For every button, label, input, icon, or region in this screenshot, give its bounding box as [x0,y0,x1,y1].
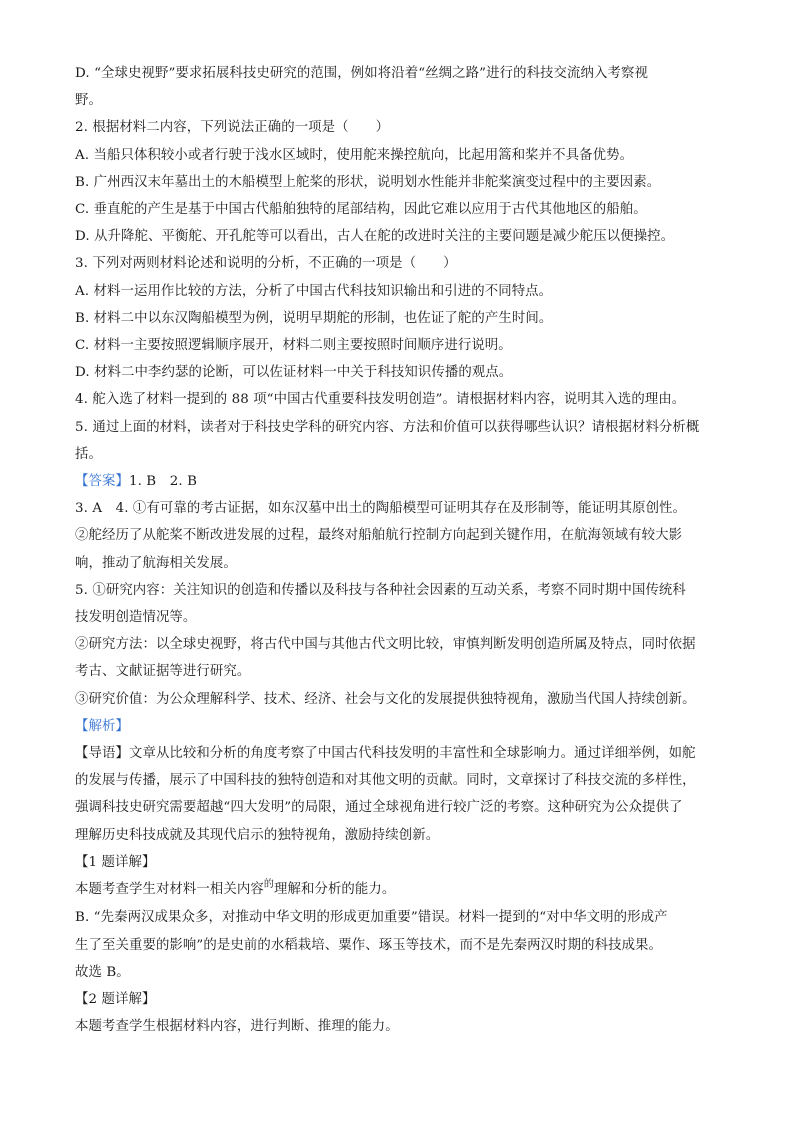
q2-option-b: B. 广州西汉末年墓出土的木船模型上舵桨的形状，说明划水性能并非舵桨演变过程中的主要因素。 [75,174,661,190]
answer-line6: 技发明创造情况等。 [75,610,197,626]
q5-stem-line1: 5. 通过上面的材料，读者对于科技史学科的研究内容、方法和价值可以获得哪些认识？请根据材料分析概 [75,419,700,435]
answer-line2: 3. A 4. ①有可靠的考古证据，如东汉墓中出土的陶船模型可证明其存在及形制等，能证明其原创性。 [75,501,687,517]
analysis-tag: 【解析】 [75,718,129,734]
q3-option-a: A. 材料一运用作比较的方法，分析了中国古代科技知识输出和引进的不同特点。 [75,283,553,299]
detail1-line1-sup: 的 [263,879,274,891]
answer-line8: 考古、文献证据等进行研究。 [75,664,251,680]
guide-line4: 理解历史科技成就及其现代启示的独特视角，激励持续创新。 [75,827,440,843]
q4-stem: 4. 舵入选了材料一提到的 88 项“中国古代重要科技发明创造”。请根据材料内容，说明其入选的理由。 [75,392,686,408]
detail1-line1-b: 理解和分析的能力。 [273,882,396,898]
q3-option-b: B. 材料二中以东汉陶船模型为例，说明早期舵的形制，也佐证了舵的产生时间。 [75,310,553,326]
q2-option-d: D. 从升降舵、平衡舵、开孔舵等可以看出，古人在舵的改进时关注的主要问题是减少舵压以便操控。 [75,229,675,245]
answer-line1 [75,468,715,495]
document-content [75,60,715,1040]
answer-line3: ②舵经历了从舵桨不断改进发展的过程，最终对船舶航行控制方向起到关键作用，在航海领域有较大影 [75,528,683,544]
detail2-line1: 本题考查学生根据材料内容，进行判断、推理的能力。 [75,1019,399,1035]
q3-option-d: D. 材料二中李约瑟的论断，可以佐证材料一中关于科技知识传播的观点。 [75,365,513,381]
answer-line4: 响，推动了航海相关发展。 [75,555,237,571]
guide-line2: 的发展与传播，展示了中国科技的独特创造和对其他文明的贡献。同时，文章探讨了科技交流的多样性， [75,773,696,789]
analysis-tag-line [75,713,715,740]
detail1-line4: 故选 B。 [75,964,130,980]
answer-tag: 【答案】 [75,474,129,490]
q3-stem: 3. 下列对两则材料论述和说明的分析，不正确的一项是（ ） [75,256,457,272]
answer-line1-rest: 1. B 2. B [128,474,198,490]
answer-line7: ②研究方法：以全球史视野，将古代中国与其他古代文明比较，审慎判断发明创造所属及特点，同时依据 [75,637,696,653]
detail1-line3: 生了至关重要的影响”的是史前的水稻栽培、粟作、琢玉等技术，而不是先秦两汉时期的科技成果。 [75,937,663,953]
answer-line5: 5. ①研究内容：关注知识的创造和传播以及科技与各种社会因素的互动关系，考察不同时期中国传统科 [75,582,686,598]
q1-option-d-line1: D. “全球史视野”要求拓展科技史研究的范围，例如将沿着“丝绸之路”进行的科技交流纳入考察视 [75,66,648,81]
answer-line9: ③研究价值：为公众理解科学、技术、经济、社会与文化的发展提供独特视角，激励当代国人持续创新。 [75,691,696,707]
q1-option-d-line2: 野。 [75,93,102,109]
detail1-line2: B. “先秦两汉成果众多，对推动中华文明的形成更加重要”错误。材料一提到的“对中华文明的形成产 [75,910,668,926]
detail1-line1 [75,876,715,904]
q5-stem-line2: 括。 [75,446,102,462]
q2-stem: 2. 根据材料二内容，下列说法正确的一项是（ ） [75,120,390,136]
guide-line3: 强调科技史研究需要超越“四大发明”的局限，通过全球视角进行较广泛的考察。这种研究为公众提供了 [75,800,683,816]
guide-line1: 【导语】文章从比较和分析的角度考察了中国古代科技发明的丰富性和全球影响力。通过详细举例，如舵 [75,746,696,762]
q2-option-a: A. 当船只体积较小或者行驶于浅水区域时，使用舵来操控航向，比起用篙和桨并不具备优势。 [75,147,634,163]
detail1-line1-a: 本题考查学生对材料一相关内容 [75,882,264,898]
q2-option-c: C. 垂直舵的产生是基于中国古代船舶独特的尾部结构，因此它难以应用于古代其他地区的船舶。 [75,202,647,218]
detail2-title: 【2 题详解】 [75,991,156,1007]
q3-option-c: C. 材料一主要按照逻辑顺序展开，材料二则主要按照时间顺序进行说明。 [75,338,512,354]
detail1-title: 【1 题详解】 [75,854,156,870]
